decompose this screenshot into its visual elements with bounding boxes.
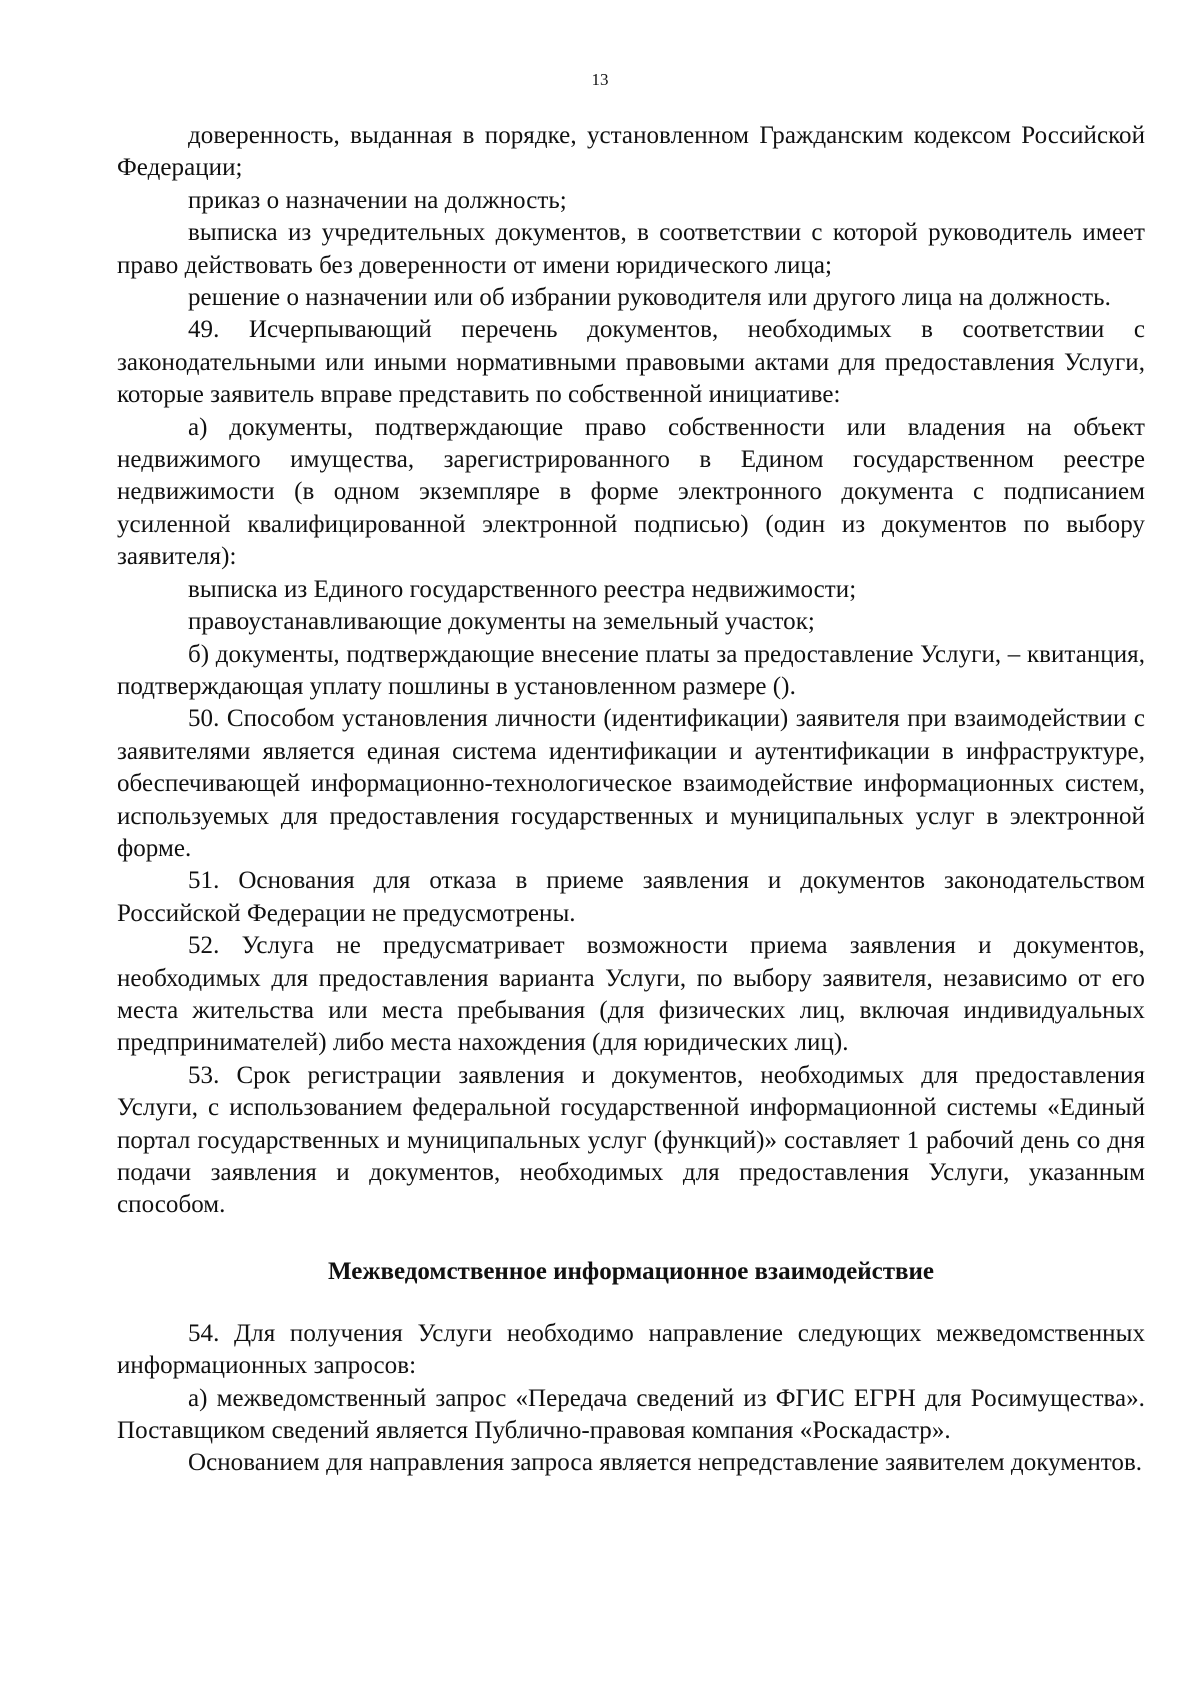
paragraph: а) документы, подтверждающие право собственности или владения на объект недвижимого имущества, зарегистрированного в Едином государственном реестре недвижимости (в одном экземпляре в форме электронного документа с подписанием усиленной квалифицированной электронной подписью) (один из документов по выбору заявителя): — [117, 413, 1145, 571]
paragraph: 51. Основания для отказа в приеме заявления и документов законодательством Российской Федерации не предусмотрены. — [117, 867, 1145, 927]
paragraph: 54. Для получения Услуги необходимо направление следующих межведомственных информационных запросов: — [117, 1319, 1145, 1380]
paragraph: б) документы, подтверждающие внесение платы за предоставление Услуги, – квитанция, подтверждающая уплату пошлины в установленном размере (). — [117, 640, 1145, 700]
paragraph: приказ о назначении на должность; — [188, 186, 567, 214]
section-heading: Межведомственное информационное взаимодействие — [328, 1257, 934, 1285]
paragraph: а) межведомственный запрос «Передача сведений из ФГИС ЕГРН для Росимущества». Поставщиком сведений является Публично-правовая компания «Роскадастр». — [117, 1384, 1145, 1445]
paragraph: 53. Срок регистрации заявления и документов, необходимых для предоставления Услуги, с использованием федеральной государственной информационной системы «Единый портал государственных и муниципальных услуг (функций)» составляет 1 рабочий день со дня подачи заявления и документов, необходимых для предоставления Услуги, указанным способом. — [117, 1061, 1145, 1219]
page-number: 13 — [591, 70, 609, 89]
paragraph: Основанием для направления запроса является непредставление заявителем документов. — [188, 1449, 1143, 1477]
document-body — [117, 120, 1145, 1480]
paragraph: выписка из учредительных документов, в соответствии с которой руководитель имеет право действовать без доверенности от имени юридического лица; — [117, 219, 1145, 279]
paragraph: правоустанавливающие документы на земельный участок; — [188, 608, 815, 636]
paragraph: 52. Услуга не предусматривает возможности приема заявления и документов, необходимых для предоставления варианта Услуги, по выбору заявителя, независимо от его места жительства или места пребывания (для физических лиц, включая индивидуальных предпринимателей) либо места нахождения (для юридических лиц). — [117, 932, 1145, 1057]
paragraph: доверенность, выданная в порядке, установленном Гражданским кодексом Российской Федерации; — [117, 122, 1145, 182]
paragraph: решение о назначении или об избрании руководителя или другого лица на должность. — [188, 284, 1111, 312]
paragraph: 50. Способом установления личности (идентификации) заявителя при взаимодействии с заявителями является единая система идентификации и аутентификации в инфраструктуре, обеспечивающей информационно-технологическое взаимодействие информационных систем, используемых для предоставления государственных и муниципальных услуг в электронной форме. — [117, 705, 1145, 862]
paragraph: 49. Исчерпывающий перечень документов, необходимых в соответствии с законодательными или иными нормативными правовыми актами для предоставления Услуги, которые заявитель вправе представить по собственной инициативе: — [117, 316, 1145, 409]
paragraph: выписка из Единого государственного реестра недвижимости; — [188, 575, 857, 603]
